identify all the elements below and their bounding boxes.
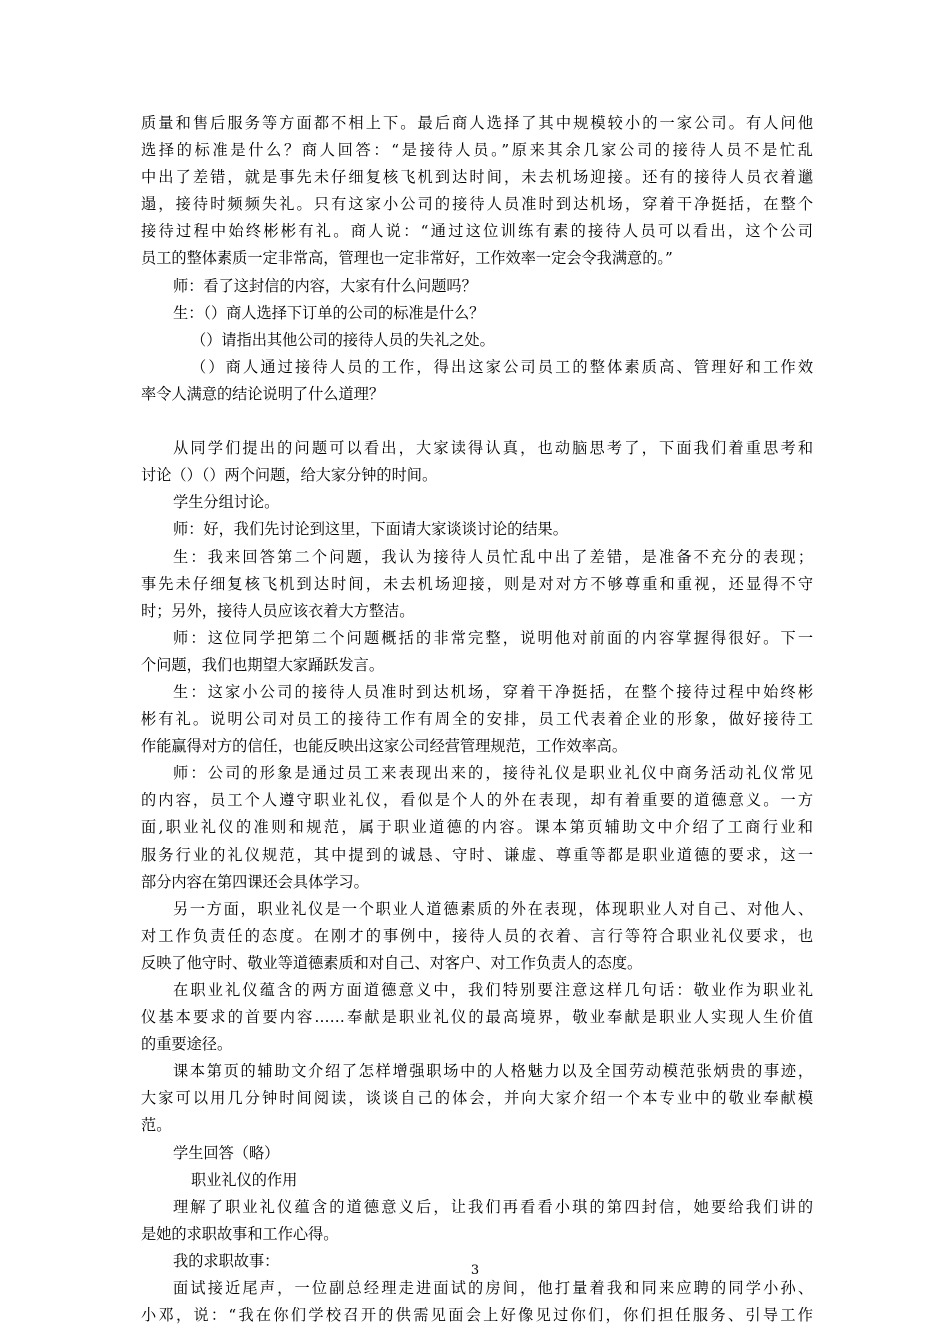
text-line: （）请指出其他公司的接待人员的失礼之处。: [191, 330, 495, 349]
text-line: 作能赢得对方的信任，也能反映出这家公司经营管理规范，工作效率高。: [141, 737, 627, 756]
text-line: 的内容，员工个人遵守职业礼仪，看似是个人的外在表现，却有着重要的道德意义。一方: [141, 791, 813, 810]
text-line: 彬有礼。说明公司对员工的接待工作有周全的安排，员工代表着企业的形象，做好接待工: [141, 710, 813, 729]
text-line: 另一方面，职业礼仪是一个职业人道德素质的外在表现，体现职业人对自己、对他人、: [173, 899, 813, 918]
text-line: 遢，接待时频频失礼。只有这家小公司的接待人员准时到达机场，穿着干净挺括，在整个: [141, 195, 813, 214]
text-line: 学生回答（略）: [173, 1143, 280, 1162]
text-line: 员工的整体素质一定非常高，管理也一定非常好，工作效率一定会令我满意的。”: [141, 249, 673, 268]
text-line: 选择的标准是什么？商人回答：“是接待人员。”原来其余几家公司的接待人员不是忙乱: [141, 141, 813, 160]
section-heading: 职业礼仪的作用: [191, 1170, 298, 1189]
text-line: 师：好，我们先讨论到这里，下面请大家谈谈讨论的结果。: [173, 520, 568, 539]
text-line: 个问题，我们也期望大家踊跃发言。: [141, 655, 384, 674]
paragraph-gap: [141, 408, 813, 435]
text-line: 仪基本要求的首要内容……奉献是职业礼仪的最高境界，敬业奉献是职业人实现人生价值: [141, 1008, 813, 1027]
text-line: 师：看了这封信的内容，大家有什么问题吗？: [173, 276, 477, 295]
text-line: 中出了差错，就是事先未仔细复核飞机到达时间，未去机场迎接。还有的接待人员衣着邋: [141, 168, 813, 187]
text-line: 服务行业的礼仪规范，其中提到的诚恳、守时、谦虚、尊重等都是职业道德的要求，这一: [141, 845, 813, 864]
text-line: 在职业礼仪蕴含的两方面道德意义中，我们特别要注意这样几句话：敬业作为职业礼: [173, 981, 813, 999]
text-line: 范。: [141, 1116, 172, 1135]
text-line: 讨论（）（）两个问题，给大家分钟的时间。: [141, 466, 438, 485]
text-line: 课本第页的辅助文介绍了怎样增强职场中的人格魅力以及全国劳动模范张炳贵的事迹，: [173, 1062, 813, 1081]
text-line: 质量和售后服务等方面都不相上下。最后商人选择了其中规模较小的一家公司。有人问他: [141, 114, 813, 132]
text-line: 理解了职业礼仪蕴含的道德意义后，让我们再看看小琪的第四封信，她要给我们讲的: [173, 1197, 813, 1216]
text-line: 我的求职故事：: [173, 1251, 280, 1270]
body-text: [141, 110, 813, 1329]
text-line: 师：这位同学把第二个问题概括的非常完整，说明他对前面的内容掌握得很好。下一: [173, 628, 813, 647]
text-line: 面,职业礼仪的准则和规范，属于职业道德的内容。课本第页辅助文中介绍了工商行业和: [141, 818, 813, 837]
text-line: 接待过程中始终彬彬有礼。商人说：“通过这位训练有素的接待人员可以看出，这个公司: [141, 222, 813, 241]
text-line: 师：公司的形象是通过员工来表现出来的，接待礼仪是职业礼仪中商务活动礼仪常见: [173, 764, 813, 783]
text-line: 大家可以用几分钟时间阅读，谈谈自己的体会，并向大家介绍一个本专业中的敬业奉献模: [141, 1089, 813, 1108]
text-line: 部分内容在第四课还会具体学习。: [141, 872, 369, 891]
text-line: 对工作负责任的态度。在刚才的事例中，接待人员的衣着、言行等符合职业礼仪要求，也: [141, 926, 813, 945]
page-number: 3: [470, 1263, 480, 1278]
text-line: 生：这家小公司的接待人员准时到达机场，穿着干净挺括，在整个接待过程中始终彬: [173, 682, 813, 701]
text-line: 事先未仔细复核飞机到达时间，未去机场迎接，则是对对方不够尊重和重视，还显得不守: [141, 574, 813, 593]
text-line: 的重要途径。: [141, 1035, 233, 1054]
text-line: 小邓，说：“我在你们学校召开的供需见面会上好像见过你们，你们担任服务、引导工作: [141, 1306, 813, 1325]
text-line: 反映了他守时、敬业等道德素质和对自己、对客户、对工作负责人的态度。: [141, 953, 643, 972]
text-line: 面试接近尾声，一位副总经理走进面试的房间，他打量着我和同来应聘的同学小孙、: [173, 1279, 813, 1298]
text-line: 从同学们提出的问题可以看出，大家读得认真，也动脑思考了，下面我们着重思考和: [173, 439, 813, 458]
text-line: 生：我来回答第二个问题，我认为接待人员忙乱中出了差错，是准备不充分的表现；: [173, 547, 813, 566]
text-line: 学生分组讨论。: [173, 493, 280, 512]
text-line: 率令人满意的结论说明了什么道理？: [141, 384, 384, 403]
text-line: 时；另外，接待人员应该衣着大方整洁。: [141, 601, 415, 620]
text-line: 生：（）商人选择下订单的公司的标准是什么？: [173, 303, 485, 322]
text-line: （）商人通过接待人员的工作，得出这家公司员工的整体素质高、管理好和工作效: [191, 357, 813, 376]
text-line: 是她的求职故事和工作心得。: [141, 1224, 339, 1243]
